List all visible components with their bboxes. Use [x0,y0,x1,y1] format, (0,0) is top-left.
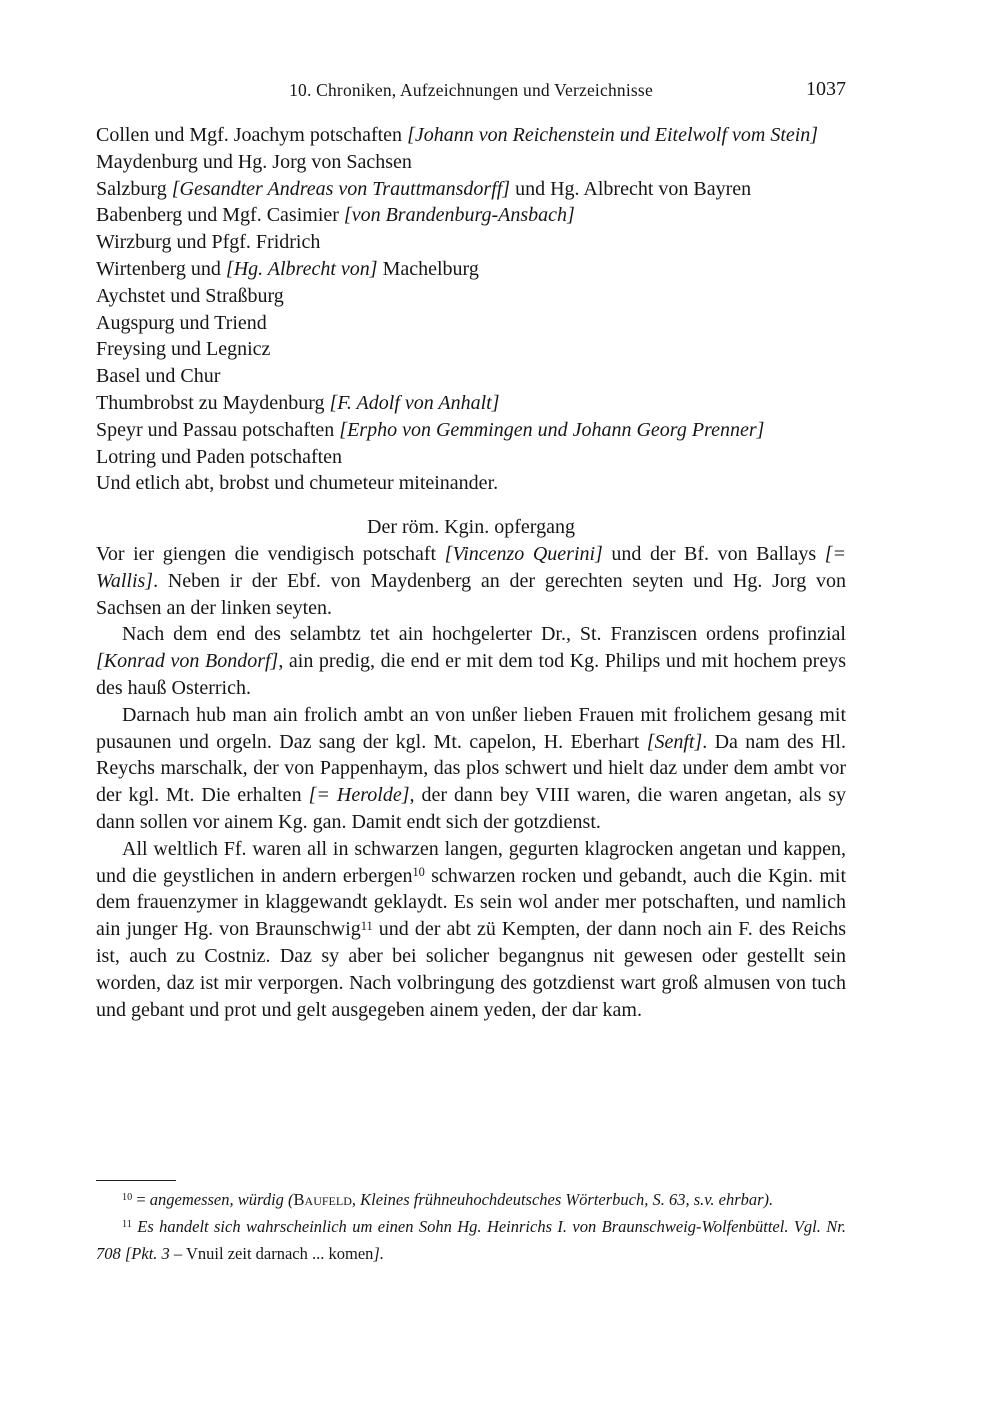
list-line [96,149,846,176]
page-header [96,80,846,104]
list-line [96,470,846,497]
list-line [96,229,846,256]
text-segment: Darnach hub man ain frolich ambt an von unßer lieben Frauen mit frolichem gesang mit pusaunen und orgeln. Daz sang der kgl. Mt. capelon, H. Eberhart [96,703,846,753]
text-segment: [Gesandter Andreas von Trauttmansdorff] [171,177,511,200]
list-line [96,363,846,390]
footnotes-area [96,1180,846,1267]
list-line [96,417,846,444]
list-line [96,336,846,363]
footnote-separator-rule [96,1180,176,1181]
paragraph [96,621,846,701]
footnote [96,1186,846,1213]
paragraph [96,541,846,621]
text-block [96,80,846,1023]
list-line [96,122,846,149]
text-segment: Collen und Mgf. Joachym potschaften [96,124,408,146]
text-segment: ]. [373,1244,384,1263]
section-paragraphs [96,541,846,1023]
text-segment: [Hg. Albrecht von] [225,257,378,280]
text-segment: , der dann bey VIII waren, die waren angetan, als sy dann sollen vor ainem Kg. gan. Damit endt sich der gotzdienst. [96,784,846,833]
list-line [96,390,846,417]
text-segment: Basel und Chur [96,365,221,388]
list-line [96,444,846,471]
footnote-list [96,1186,846,1267]
text-segment: [= Wallis] [96,542,846,592]
text-segment: [= Herolde] [308,784,410,807]
text-segment: Maydenburg und Hg. Jorg von Sachsen [96,150,412,173]
text-segment: = [132,1190,150,1209]
body-text [96,122,846,1023]
text-segment: [von Brandenburg-Ansbach] [343,204,575,227]
text-segment: All weltlich Ff. waren all in schwarzen langen, gegurten klagrocken angetan und kappen, und die geystlichen in andern erbergen [96,837,846,887]
text-segment: , Kleines frühneuhochdeutsches Wörterbuch, S. 63, s.v. ehrbar). [351,1190,774,1209]
page-number: 1037 [806,78,846,100]
paragraph [96,702,846,836]
text-segment: Machelburg [377,257,479,280]
text-segment: . Da nam des Hl. Reychs marschalk, der von Pappenhaym, das plos schwert und hielt daz under dem ambt vor der kgl. Mt. Die erhalten [96,730,846,807]
text-segment: . Neben ir der Ebf. von Maydenberg an der gerechten seyten und Hg. Jorg von Sachsen an der linken seyten. [96,569,846,619]
text-segment: schwarzen rocken und gebandt, auch die Kgin. mit dem frauenzymer in klaggewandt geklaydt. Es sein wol ander mer potschaften, und namlich ain junger Hg. von Braunschwig [96,864,847,941]
delegation-list [96,122,846,497]
list-line [96,176,846,203]
text-segment: Baufeld [293,1190,352,1209]
footnote-ref: 11 [122,1219,132,1231]
footnote-ref: 10 [412,864,425,879]
text-segment: Nach dem end des selambtz tet ain hochgelerter Dr., St. Franziscen ordens profinzial [122,623,846,646]
text-segment: Thumbrobst zu Maydenburg [96,391,330,414]
list-line [96,283,846,310]
footnote-ref: 10 [122,1192,133,1204]
text-segment: [F. Adolf von Anhalt] [329,391,500,414]
list-line [96,310,846,337]
running-title: 10. Chroniken, Aufzeichnungen und Verzeichnisse [289,80,653,100]
text-segment: [Johann von Reichenstein und Eitelwolf vom Stein] [407,124,819,146]
text-segment: Es handelt sich wahrscheinlich um einen Sohn Hg. Heinrichs I. von Braunschweig-Wolfenbüttel. Vgl. Nr. 708 [Pkt. 3 [96,1217,846,1263]
text-segment: Speyr und Passau potschaften [96,418,340,441]
text-segment: Aychstet und Straßburg [96,284,284,307]
text-segment: Und etlich abt, brobst und chumeteur miteinander. [96,472,499,495]
list-line [96,202,846,229]
text-segment: Lotring und Paden potschaften [96,445,343,468]
text-segment: angemessen, würdig ( [149,1190,294,1209]
text-segment: [Vincenzo Querini] [444,542,603,565]
list-line [96,256,846,283]
text-segment: Babenberg und Mgf. Casimier [96,204,344,227]
text-segment: – Vnuil zeit darnach ... komen [173,1244,374,1263]
text-segment: Vor ier giengen die vendigisch potschaft [96,542,445,565]
text-segment: Augspurg und Triend [96,311,267,334]
section-heading: Der röm. Kgin. opfergang [367,516,575,539]
footnote [96,1213,846,1267]
paragraph [96,836,846,1024]
text-segment: Salzburg [96,177,172,200]
text-segment: Freysing und Legnicz [96,338,271,361]
footnote-ref: 11 [360,918,373,933]
text-segment: [Erpho von Gemmingen und Johann Georg Prenner] [339,418,765,441]
text-segment: und Hg. Albrecht von Bayren [510,177,752,200]
text-segment: und der abt zü Kempten, der dann noch ain F. des Reichs ist, auch zu Costniz. Daz sy aber bei solicher begangnus nit gewesen oder gestellt sein worden, daz ist mir verporgen. Nach volbringung des gotzdienst wart groß almusen von tuch und gebant und prot und gelt ausgegeben ainem yeden, der dar kam. [96,918,847,1021]
text-segment: [Senft] [646,730,703,753]
text-segment: Wirzburg und Pfgf. Fridrich [96,231,321,254]
text-segment: [Konrad von Bondorf] [96,650,279,673]
text-segment: und der Bf. von Ballays [602,542,825,565]
text-segment: Wirtenberg und [96,257,226,280]
text-segment: , ain predig, die end er mit dem tod Kg. Philips und mit hochem preys des hauß Osterrich. [96,650,846,699]
